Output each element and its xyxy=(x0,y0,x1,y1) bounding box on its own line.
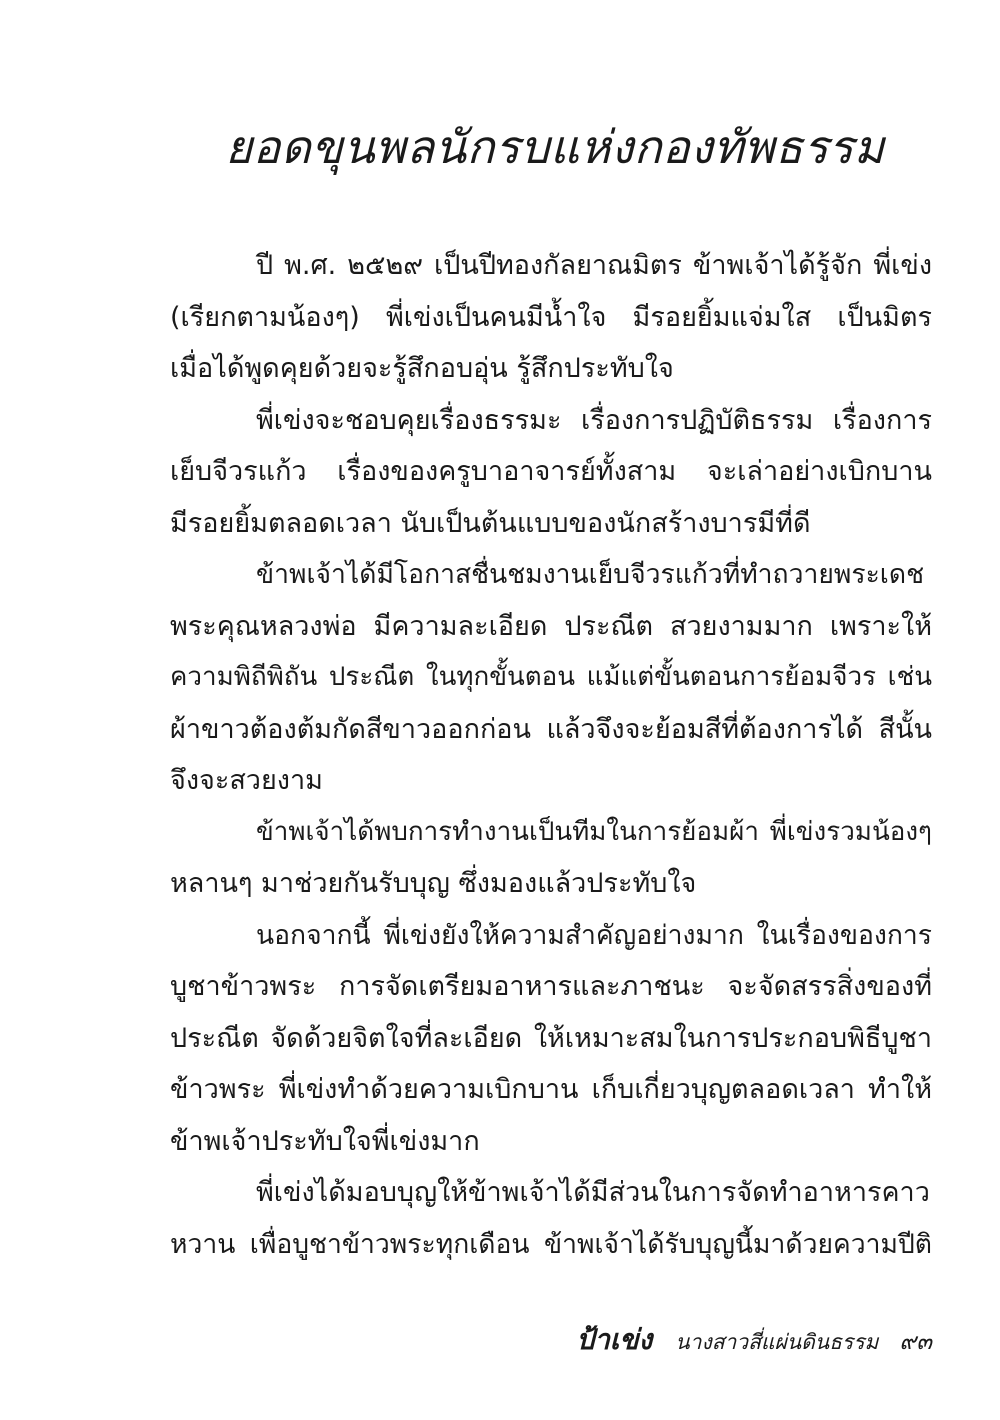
paragraph-line: บูชาข้าวพระ การจัดเตรียมอาหารและภาชนะ จะจัดสรรสิ่งของที่ xyxy=(170,971,932,1002)
page-number: ๙๓ xyxy=(899,1329,932,1355)
paragraph-line: พระคุณหลวงพ่อ มีความละเอียด ประณีต สวยงามมาก เพราะให้ xyxy=(170,610,932,642)
footer-author: ป้าเข่ง xyxy=(576,1323,653,1356)
paragraph-line: ข้าพเจ้าได้พบการทำงานเป็นทีมในการย้อมผ้า พี่เข่งรวมน้องๆ xyxy=(256,816,932,847)
paragraph-line: พี่เข่งจะชอบคุยเรื่องธรรมะ เรื่องการปฏิบัติธรรม เรื่องการ xyxy=(256,404,932,436)
paragraph-line: ผ้าขาวต้องต้มกัดสีขาวออกก่อน แล้วจึงจะย้อมสีที่ต้องการได้ สีนั้น xyxy=(170,713,932,745)
paragraph-line: นอกจากนี้ พี่เข่งยังให้ความสำคัญอย่างมาก ในเรื่องของการ xyxy=(256,919,932,951)
paragraph-line: ข้าพเจ้าได้มีโอกาสชื่นชมงานเย็บจีวรแก้วที่ทำถวายพระเดช xyxy=(256,559,925,590)
body-text xyxy=(170,240,932,1270)
paragraph-line: หลานๆ มาช่วยกันรับบุญ ซึ่งมองแล้วประทับใจ xyxy=(170,868,697,899)
paragraph-line: (เรียกตามน้องๆ) พี่เข่งเป็นคนมีน้ำใจ มีรอยยิ้มแจ่มใส เป็นมิตร xyxy=(170,301,932,333)
paragraph-line: พี่เข่งได้มอบบุญให้ข้าพเจ้าได้มีส่วนในการจัดทำอาหารคาว xyxy=(256,1177,930,1208)
paragraph-line: ความพิถีพิถัน ประณีต ในทุกขั้นตอน แม้แต่ขั้นตอนการย้อมจีวร เช่น xyxy=(170,662,932,692)
paragraph-line: จึงจะสวยงาม xyxy=(170,765,323,796)
page-footer xyxy=(576,1318,932,1362)
paragraph-line: ข้าวพระ พี่เข่งทำด้วยความเบิกบาน เก็บเกี่ยวบุญตลอดเวลา ทำให้ xyxy=(170,1074,932,1105)
paragraph-line: มีรอยยิ้มตลอดเวลา นับเป็นต้นแบบของนักสร้างบารมีที่ดี xyxy=(170,507,811,539)
footer-book-title: นางสาวสี่แผ่นดินธรรม xyxy=(675,1330,879,1354)
paragraph-line: ประณีต จัดด้วยจิตใจที่ละเอียด ให้เหมาะสมในการประกอบพิธีบูชา xyxy=(170,1022,932,1054)
paragraph-line: เย็บจีวรแก้ว เรื่องของครูบาอาจารย์ทั้งสาม จะเล่าอย่างเบิกบาน xyxy=(170,456,932,487)
paragraph-line: ปี พ.ศ. ๒๕๒๙ เป็นปีทองกัลยาณมิตร ข้าพเจ้าได้รู้จัก พี่เข่ง xyxy=(256,250,932,281)
paragraph-line: ข้าพเจ้าประทับใจพี่เข่งมาก xyxy=(170,1125,480,1157)
page-title: ยอดขุนพลนักรบแห่งกองทัพธรรม xyxy=(225,120,885,174)
paragraph-line: เมื่อได้พูดคุยด้วยจะรู้สึกอบอุ่น รู้สึกประทับใจ xyxy=(170,353,674,384)
paragraph-line: หวาน เพื่อบูชาข้าวพระทุกเดือน ข้าพเจ้าได้รับบุญนี้มาด้วยความปีติ xyxy=(170,1228,932,1260)
